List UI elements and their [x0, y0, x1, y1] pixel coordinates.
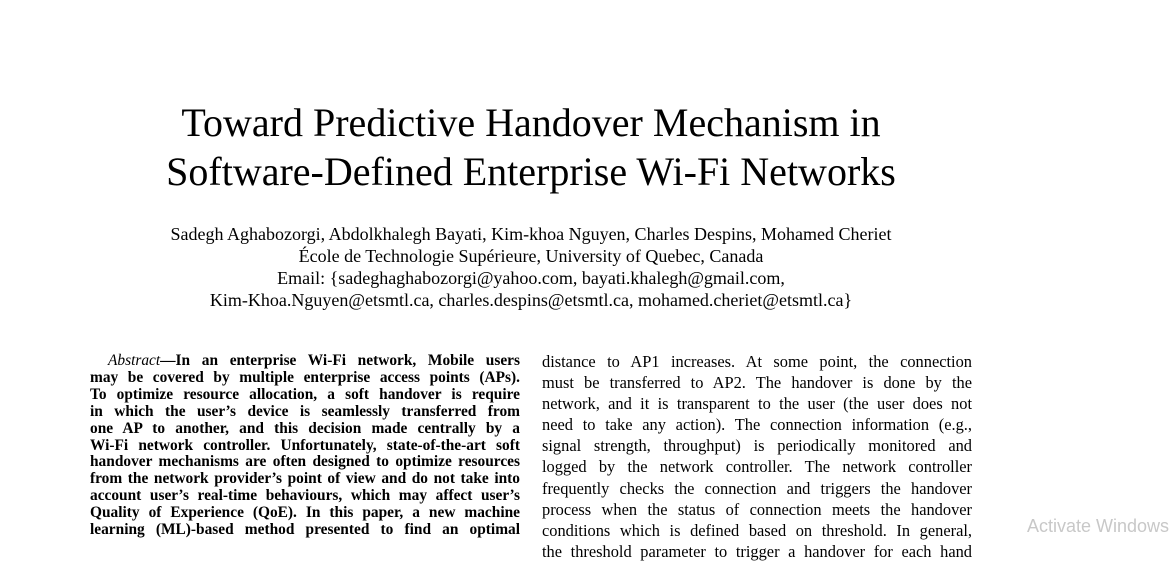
body-line: logged by the network controller. The network controller	[542, 457, 972, 477]
abstract-line: account user’s real-time behaviours, which may affect user’s	[90, 487, 520, 505]
abstract-line: may be covered by multiple enterprise access points (APs).	[90, 368, 520, 386]
body-line: conditions which is defined based on threshold. In general,	[542, 520, 972, 540]
author-affiliation: École de Technologie Supérieure, University of Quebec, Canada	[298, 246, 764, 266]
abstract-label: Abstract	[108, 352, 161, 369]
body-line: signal strength, throughput) is periodically monitored and	[542, 436, 972, 456]
abstract-line: one AP to another, and this decision made centrally by a	[90, 419, 520, 437]
body-line: the threshold parameter to trigger a handover for each hand	[542, 541, 972, 561]
paper-title	[0, 98, 1062, 196]
body-line: need to take any action). The connection information (e.g.,	[542, 415, 972, 435]
body-line: network, and it is transparent to the user (the user does not	[542, 394, 972, 414]
body-line: process when the status of connection meets the handover	[542, 499, 972, 519]
author-block	[0, 223, 1062, 311]
abstract-line: handover mechanisms are often designed to optimize resources	[90, 453, 520, 471]
author-email-line-1: Email: {sadeghaghabozorgi@yahoo.com, bayati.khalegh@gmail.com,	[277, 268, 785, 288]
abstract-column	[90, 353, 520, 539]
body-right-column	[542, 351, 972, 562]
body-line: frequently checks the connection and triggers the handover	[542, 478, 972, 498]
abstract-line: from the network provider’s point of view and do not take into	[90, 470, 520, 488]
activate-windows-watermark: Activate Windows	[1027, 516, 1169, 536]
title-line-1: Toward Predictive Handover Mechanism in	[181, 100, 881, 145]
author-email-line-2: Kim-Khoa.Nguyen@etsmtl.ca, charles.despins@etsmtl.ca, mohamed.cheriet@etsmtl.ca}	[209, 290, 853, 310]
abstract-line: Quality of Experience (QoE). In this paper, a new machine	[90, 504, 520, 522]
body-line: distance to AP1 increases. At some point, the connection	[542, 352, 972, 371]
abstract-line	[90, 353, 520, 370]
author-names: Sadegh Aghabozorgi, Abdolkhalegh Bayati, Kim-khoa Nguyen, Charles Despins, Mohamed Cheriet	[170, 224, 892, 244]
abstract-line: in which the user’s device is seamlessly transferred from	[90, 402, 520, 420]
body-line: must be transferred to AP2. The handover is done by the	[542, 373, 972, 393]
abstract-first-line: —In an enterprise Wi-Fi network, Mobile users	[160, 352, 520, 369]
abstract-line: learning (ML)-based method presented to find an optimal	[90, 521, 520, 539]
title-line-2: Software-Defined Enterprise Wi-Fi Networks	[166, 149, 896, 194]
abstract-line: To optimize resource allocation, a soft handover is require	[90, 385, 520, 403]
abstract-line: Wi-Fi network controller. Unfortunately, state-of-the-art soft	[90, 436, 520, 454]
